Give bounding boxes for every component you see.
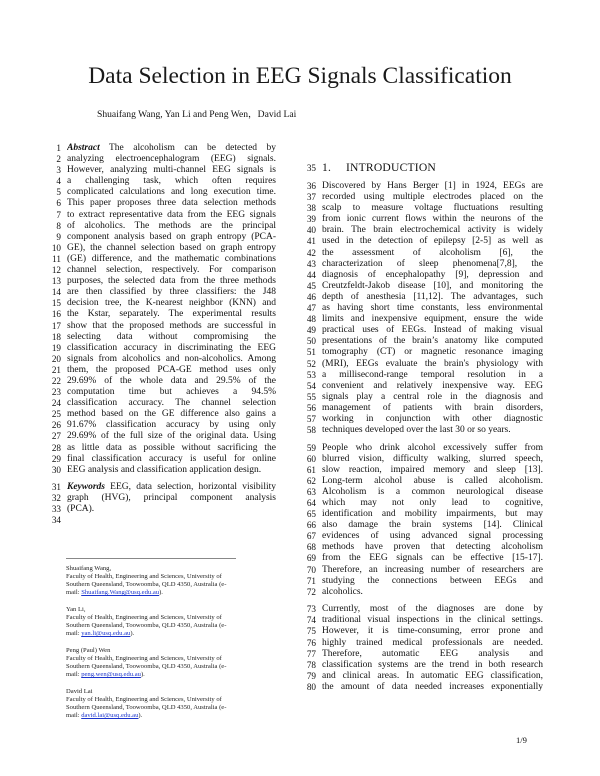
text-line [303,615,543,626]
text-line [303,443,543,454]
line-text: Therefore, an increasing number of researchers are [322,564,543,575]
line-number: 16 [51,309,61,320]
line-text: a challenging task, which often requires [67,176,276,187]
line-text: However, analyzing multi-channel EEG signals is [67,165,276,176]
line-text: 91.67% classification accuracy by using only [67,420,276,431]
email-suffix: ). [159,589,163,597]
line-number: 27 [51,431,61,442]
line-text: slow reaction, impaired memory and sleep [13]. [322,464,543,475]
line-number: 79 [306,670,316,681]
line-text: People who drink alcohol excessively suffer from [322,442,543,453]
line-number: 60 [306,453,316,464]
line-number: 13 [51,276,61,287]
line-text: Creutzfeldt-Jakob disease [10], and monitoring the [322,280,543,291]
line-number: 61 [306,464,316,475]
line-number: 44 [306,269,316,280]
section-title [322,161,543,174]
line-text: scalp to measure voltage fluctuations resulting [322,203,543,214]
line-number: 8 [56,220,61,231]
line-text: highly trained medical professionals are needed. [322,637,543,648]
text-line [303,565,543,576]
affiliation-block [66,606,278,638]
line-text: Long-term alcohol abuse is called alcoholism. [322,475,543,486]
line-number: 6 [56,198,61,209]
line-number: 72 [306,586,316,597]
line-text: Abstract The alcoholism can be detected by [67,143,276,153]
text-line [48,387,276,398]
text-line [48,176,276,187]
affiliation-name: Yan Li, [66,605,86,613]
text-line [48,409,276,420]
line-number: 1 [56,143,61,153]
line-number: 12 [51,265,61,276]
line-text: final classification accuracy is useful for online [67,453,276,464]
line-text: This paper proposes three data selection methods [67,198,276,209]
text-line [48,198,276,209]
line-text: techniques developed over the last 30 or so years. [322,425,511,436]
text-line [48,309,276,320]
text-line [303,671,543,682]
text-line [48,354,276,365]
line-text: (MRI), EEGs evaluate the brain's physiology with [322,358,543,369]
text-line [303,553,543,564]
text-line [303,225,543,236]
line-number: 67 [306,531,316,542]
line-number: 37 [306,192,316,203]
text-line [303,248,543,259]
line-number: 63 [306,486,316,497]
line-text: of alcoholics. The methods are the principal [67,220,276,231]
text-line [48,287,276,298]
line-text: the assessment of alcoholism [6], the [322,247,543,258]
line-number: 65 [306,509,316,520]
paper-title: Data Selection in EEG Signals Classification [88,63,512,89]
line-number: 39 [306,214,316,225]
text-line [48,165,276,176]
line-number: 80 [306,681,316,692]
line-text: 29.69% of the full size of the original data. Using [67,431,276,442]
line-text: them, the proposed PCA-GE method uses only [67,364,276,375]
line-number: 69 [306,553,316,564]
affiliation-block [66,688,278,720]
email-link[interactable]: peng.wen@usq.edu.au [81,671,141,679]
line-number: 56 [306,402,316,413]
text-line [303,498,543,509]
line-number: 10 [51,242,61,253]
line-number: 68 [306,542,316,553]
line-number: 28 [51,442,61,453]
text-line [48,515,276,526]
text-line [303,281,543,292]
line-text: presentations of the brain’s anatomy like computed [322,336,543,347]
text-line [303,270,543,281]
affiliation-name: David Lai [66,687,93,695]
line-number: 24 [51,398,61,409]
affiliation-block [66,647,278,679]
line-text: methods have proven that detecting alcoholism [322,542,543,553]
text-line [48,443,276,454]
text-line [48,254,276,265]
line-number: 55 [306,391,316,402]
text-line [48,365,276,376]
line-number: 23 [51,387,61,398]
line-text: limits and inexpensive equipment, ensure the wide [322,314,543,325]
line-text: method based on the GE difference also gains a [67,409,276,420]
email-suffix: ). [140,671,145,679]
line-text: traditional visual inspections in the clinical settings. [322,615,543,626]
text-line [303,531,543,542]
text-line [48,493,276,504]
affiliation-dept: Faculty of Health, Engineering and Sciences, University of [66,696,222,703]
email-suffix: ). [130,630,135,638]
line-number: 40 [306,225,316,236]
affiliation-dept: Faculty of Health, Engineering and Sciences, University of [66,573,222,581]
text-line [303,347,543,358]
line-number: 42 [306,247,316,258]
page-number: 1/9 [516,735,527,745]
line-number: 33 [51,504,61,515]
line-number: 4 [56,176,61,187]
line-number: 35 [306,163,316,173]
line-number: 29 [51,453,61,464]
text-line [303,638,543,649]
email-prefix: mail: [66,712,82,720]
line-text: channel selection, respectively. For comparison [67,265,276,276]
text-line [48,504,276,515]
line-text: management of patients with brain disorders, [322,402,543,413]
text-line [303,292,543,303]
line-number: 30 [51,464,61,475]
email-link[interactable]: Shuaifang.Wang@usq.edu.au [81,589,160,597]
affiliation-address: Southern Queensland, Toowoomba, QLD 4350, Australia (e- [66,704,227,712]
line-number: 48 [306,314,316,325]
line-number: 19 [51,342,61,353]
text-line [303,604,543,615]
line-number: 45 [306,280,316,291]
affiliation-dept: Faculty of Health, Engineering and Sciences, University of [66,655,222,663]
line-number: 11 [52,253,61,264]
line-text: also damage the brain systems [14]. Clinical [322,520,543,531]
affiliation-email-line [66,671,278,679]
line-number: 75 [306,626,316,637]
line-text: to extract representative data from the EEG signals [67,209,276,220]
line-number: 3 [56,165,61,176]
section-heading [303,155,543,181]
line-text: identification and mobility impairments, but may [322,509,543,520]
line-text: graph (HVG), principal component analysis [67,493,276,504]
line-text: as having short time constants, less environmental [322,303,543,314]
line-number: 70 [306,564,316,575]
line-text: from the EEG signals can be effective [15-17]. [322,553,543,564]
line-number: 41 [306,236,316,247]
line-number: 49 [306,325,316,336]
line-number: 76 [306,637,316,648]
line-text: alcoholics. [322,586,363,597]
text-line [303,649,543,660]
line-number: 14 [51,287,61,298]
line-text: diagnosis of encephalopathy [9], depression and [322,269,543,280]
line-text: from ionic current flows within the neurons of the [322,214,543,225]
line-text: studying the connections between EEGs and [322,575,543,586]
line-text: GE), the channel selection based on graph entropy [67,242,276,253]
text-line [48,265,276,276]
text-line [303,181,543,192]
line-text: Alcoholism is a common neurological disease [322,486,543,497]
line-text: EEG analysis and classification application design. [67,464,262,475]
line-text: the amount of data needed increases exponentially [322,681,543,692]
line-text: used in the detection of epilepsy [2-5] as well as [322,236,543,247]
text-line [303,370,543,381]
line-number: 58 [306,425,316,436]
text-line [303,576,543,587]
line-text: Discovered by Hans Berger [1] in 1924, EEGs are [322,181,543,191]
line-text: are then classified by three classifiers: the J48 [67,287,276,298]
line-text: decision tree, the K-nearest neighbor (KNN) and [67,298,276,309]
line-text: brain. The brain electrochemical activity is widely [322,225,543,236]
line-number: 31 [51,482,61,493]
line-text: working in conjunction with other diagnostic [322,413,543,424]
text-line [303,487,543,498]
line-text: However, it is time-consuming, error prone and [322,626,543,637]
text-line [303,626,543,637]
text-line [303,454,543,465]
line-text: the Kstar, separately. The experimental results [67,309,276,320]
text-line [303,425,543,436]
text-line [303,476,543,487]
text-line [303,465,543,476]
text-line [303,325,543,336]
affiliation-email-line [66,589,278,597]
footnote-rule [66,558,236,559]
line-number: 34 [51,515,61,526]
line-number: 57 [306,413,316,424]
line-text: classification accuracy. The channel selection [67,398,276,409]
line-text: (PCA). [67,504,95,515]
text-line [303,587,543,598]
text-line [48,232,276,243]
affiliation-dept: Faculty of Health, Engineering and Sciences, University of [66,614,222,622]
text-line [303,682,543,693]
text-line [303,414,543,425]
affiliation-name: Shuaifang Wang, [66,565,112,572]
line-text: analyzing electroencephalogram (EEG) signals. [67,154,276,165]
line-text: characterization of sleep phenomena[7,8], the [322,258,543,269]
line-text: (GE) difference, and the mathematic combinations [67,253,276,264]
line-number: 78 [306,659,316,670]
line-number: 64 [306,498,316,509]
text-line [48,276,276,287]
line-text: 29.69% of the whole data and 29.5% of the [67,375,276,386]
text-line [48,376,276,387]
text-line [303,403,543,414]
line-number: 52 [306,358,316,369]
line-number: 38 [306,203,316,214]
line-number: 74 [306,615,316,626]
email-suffix: ). [138,712,143,720]
line-number: 50 [306,336,316,347]
text-line [303,509,543,520]
line-text: classification accuracy in discriminating the EEG [67,342,276,353]
line-number: 20 [51,353,61,364]
line-text: signals from alcoholics and non-alcoholics. Among [67,353,276,364]
line-number: 2 [56,154,61,165]
line-number: 47 [306,303,316,314]
line-number: 21 [51,364,61,375]
text-line [303,660,543,671]
text-line [48,465,276,476]
text-line [48,454,276,465]
line-text: show that the proposed methods are successful in [67,320,276,331]
text-line [48,210,276,221]
text-line [48,420,276,431]
line-number: 7 [56,209,61,220]
line-number: 36 [306,181,316,191]
text-line [303,314,543,325]
text-line [48,398,276,409]
line-number: 43 [306,258,316,269]
text-line [303,542,543,553]
affiliation-address: Southern Queensland, Toowoomba, QLD 4350, Australia (e- [66,581,227,589]
line-text: depth of anesthesia [11,12]. The advantages, such [322,291,543,302]
text-line [303,236,543,247]
right-column [303,155,543,693]
line-number: 9 [56,231,61,242]
line-text: classification systems are the trend in both research [322,659,543,670]
text-line [303,520,543,531]
line-number: 66 [306,520,316,531]
text-line [303,359,543,370]
affiliation-email-line [66,712,278,720]
email-link[interactable]: yan.li@usq.edu.au [81,630,131,638]
text-line [303,381,543,392]
line-text: recorded using multiple electrodes placed on the [322,192,543,203]
line-text: Keywords EEG, data selection, horizontal visibility [67,482,276,493]
line-number: 26 [51,420,61,431]
affiliation-block [66,565,278,597]
line-number: 15 [51,298,61,309]
line-text: computation time but achieves a 94.5% [67,387,276,398]
text-line [48,343,276,354]
section-number: 1. [322,161,332,174]
text-line [303,392,543,403]
line-text: a millisecond-range temporal resolution in a [322,369,543,380]
line-number: 77 [306,648,316,659]
line-number: 51 [306,347,316,358]
text-line [48,221,276,232]
author-affiliations [66,565,278,729]
line-text: as little data as possible without sacrificing the [67,442,276,453]
text-line [48,431,276,442]
email-prefix: mail: [66,630,82,638]
text-line [303,203,543,214]
text-line [48,187,276,198]
section-title-text: INTRODUCTION [346,161,436,174]
text-line [48,143,276,154]
affiliation-address: Southern Queensland, Toowoomba, QLD 4350, Australia (e- [66,663,227,671]
line-text: Currently, most of the diagnoses are done by [322,604,543,615]
text-line [48,154,276,165]
line-text: component analysis based on graph entropy (PCA- [67,231,276,242]
text-line [48,332,276,343]
email-prefix: mail: [66,671,82,679]
line-text: blurred vision, difficulty walking, slurred speech, [322,453,543,464]
line-text: complicated calculations and long execution time. [67,187,276,198]
email-link[interactable]: david.lai@usq.edu.au [81,712,139,720]
line-number: 59 [306,442,316,453]
line-number: 22 [51,375,61,386]
affiliation-name: Peng (Paul) Wen [66,646,111,654]
affiliation-email-line [66,630,278,638]
left-column [48,143,276,527]
line-text: signals play a central role in the diagnosis and [322,391,543,402]
line-number: 46 [306,291,316,302]
line-number: 32 [51,493,61,504]
line-text: convenient and relatively inexpensive way. EEG [322,380,543,391]
line-number: 5 [56,187,61,198]
line-text: Therefore, automatic EEG analysis and [322,648,543,659]
line-number: 62 [306,475,316,486]
line-number: 53 [306,369,316,380]
line-number: 18 [51,331,61,342]
text-line [303,259,543,270]
text-line [303,214,543,225]
text-line [48,298,276,309]
line-number: 73 [306,604,316,615]
line-text: selecting data without compromising the [67,331,276,342]
author-list: Shuaifang Wang, Yan Li and Peng Wen，David Lai [97,109,297,120]
email-prefix: mail: [66,589,82,597]
line-text: and clinical areas. In automatic EEG classification, [322,670,543,681]
text-line [303,336,543,347]
line-text: purposes, the selected data from the three methods [67,276,276,287]
line-number: 25 [51,409,61,420]
text-line [48,243,276,254]
text-line [303,192,543,203]
line-text: tomography (CT) or magnetic resonance imaging [322,347,543,358]
text-line [303,303,543,314]
line-text: which may not only lead to cognitive, [322,498,543,509]
text-line [48,482,276,493]
affiliation-address: Southern Queensland, Toowoomba, QLD 4350, Australia (e- [66,622,227,630]
line-text: evidences of using advanced signal processing [322,531,543,542]
line-number: 17 [51,320,61,331]
line-number: 71 [306,575,316,586]
line-text: practical uses of EEGs. Instead of making visual [322,325,543,336]
line-number: 54 [306,380,316,391]
text-line [48,321,276,332]
